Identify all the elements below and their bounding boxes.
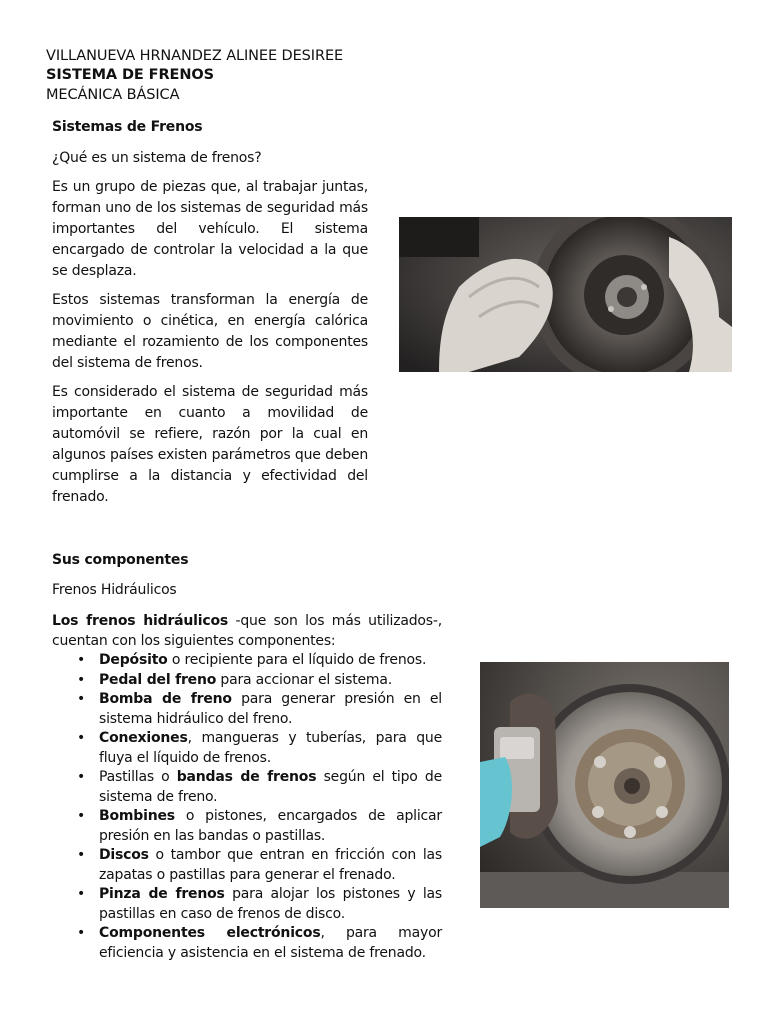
list-item: • Discos o tambor que entran en fricción con las zapatas o pastillas para generar el frenado. xyxy=(52,846,442,885)
paragraph-safety: Es considerado el sistema de seguridad más importante en cuanto a movilidad de automóvil se refiere, razón por la cual en algunos países existen parámetros que deben cumplirse a la distancia y efectividad del frenado. xyxy=(52,384,368,505)
brake-disc-hands-icon xyxy=(399,217,732,372)
list-item: • Bombines o pistones, encargados de aplicar presión en las bandas o pastillas. xyxy=(52,807,442,846)
section-title-componentes: Sus componentes xyxy=(52,552,189,568)
list-item: • Pinza de frenos para alojar los pistones y las pastillas en caso de frenos de disco. xyxy=(52,885,442,924)
document-subject: SISTEMA DE FRENOS xyxy=(46,67,214,83)
list-item: • Bomba de freno para generar presión en el sistema hidráulico del freno. xyxy=(52,690,442,729)
paragraph-energy: Estos sistemas transforman la energía de movimiento o cinética, en energía calórica mediante el rozamiento de los componentes del sistema de frenos. xyxy=(52,292,368,371)
section-question: ¿Qué es un sistema de frenos? xyxy=(52,150,262,166)
section-title-sistemas: Sistemas de Frenos xyxy=(52,119,203,135)
course-name: MECÁNICA BÁSICA xyxy=(46,87,180,103)
list-item: • Depósito o recipiente para el líquido de frenos. xyxy=(52,651,442,671)
list-item: • Pedal del freno para accionar el sistema. xyxy=(52,671,442,691)
brake-disc-caliper-icon xyxy=(480,662,729,908)
section-subtitle-hidraulicos: Frenos Hidráulicos xyxy=(52,582,177,598)
list-item: • Componentes electrónicos, para mayor eficiencia y asistencia en el sistema de frenado. xyxy=(52,924,442,963)
list-item: • Conexiones, mangueras y tuberías, para que fluya el líquido de frenos. xyxy=(52,729,442,768)
brake-disc-caliper-photo xyxy=(480,662,729,908)
intro-bold-text: Los frenos hidráulicos xyxy=(52,613,229,629)
components-intro xyxy=(52,612,442,651)
brake-disc-hands-photo xyxy=(399,217,732,372)
intro-rest-text: -que son los más utilizados-, cuentan con los siguientes componentes: xyxy=(52,613,442,649)
components-list xyxy=(52,651,442,963)
author-name: VILLANUEVA HRNANDEZ ALINEE DESIREE xyxy=(46,48,344,64)
list-item: • Pastillas o bandas de frenos según el tipo de sistema de freno. xyxy=(52,768,442,807)
paragraph-definition: Es un grupo de piezas que, al trabajar juntas, forman uno de los sistemas de seguridad más importantes del vehículo. El sistema encargado de controlar la velocidad a la que se desplaza. xyxy=(52,179,368,279)
